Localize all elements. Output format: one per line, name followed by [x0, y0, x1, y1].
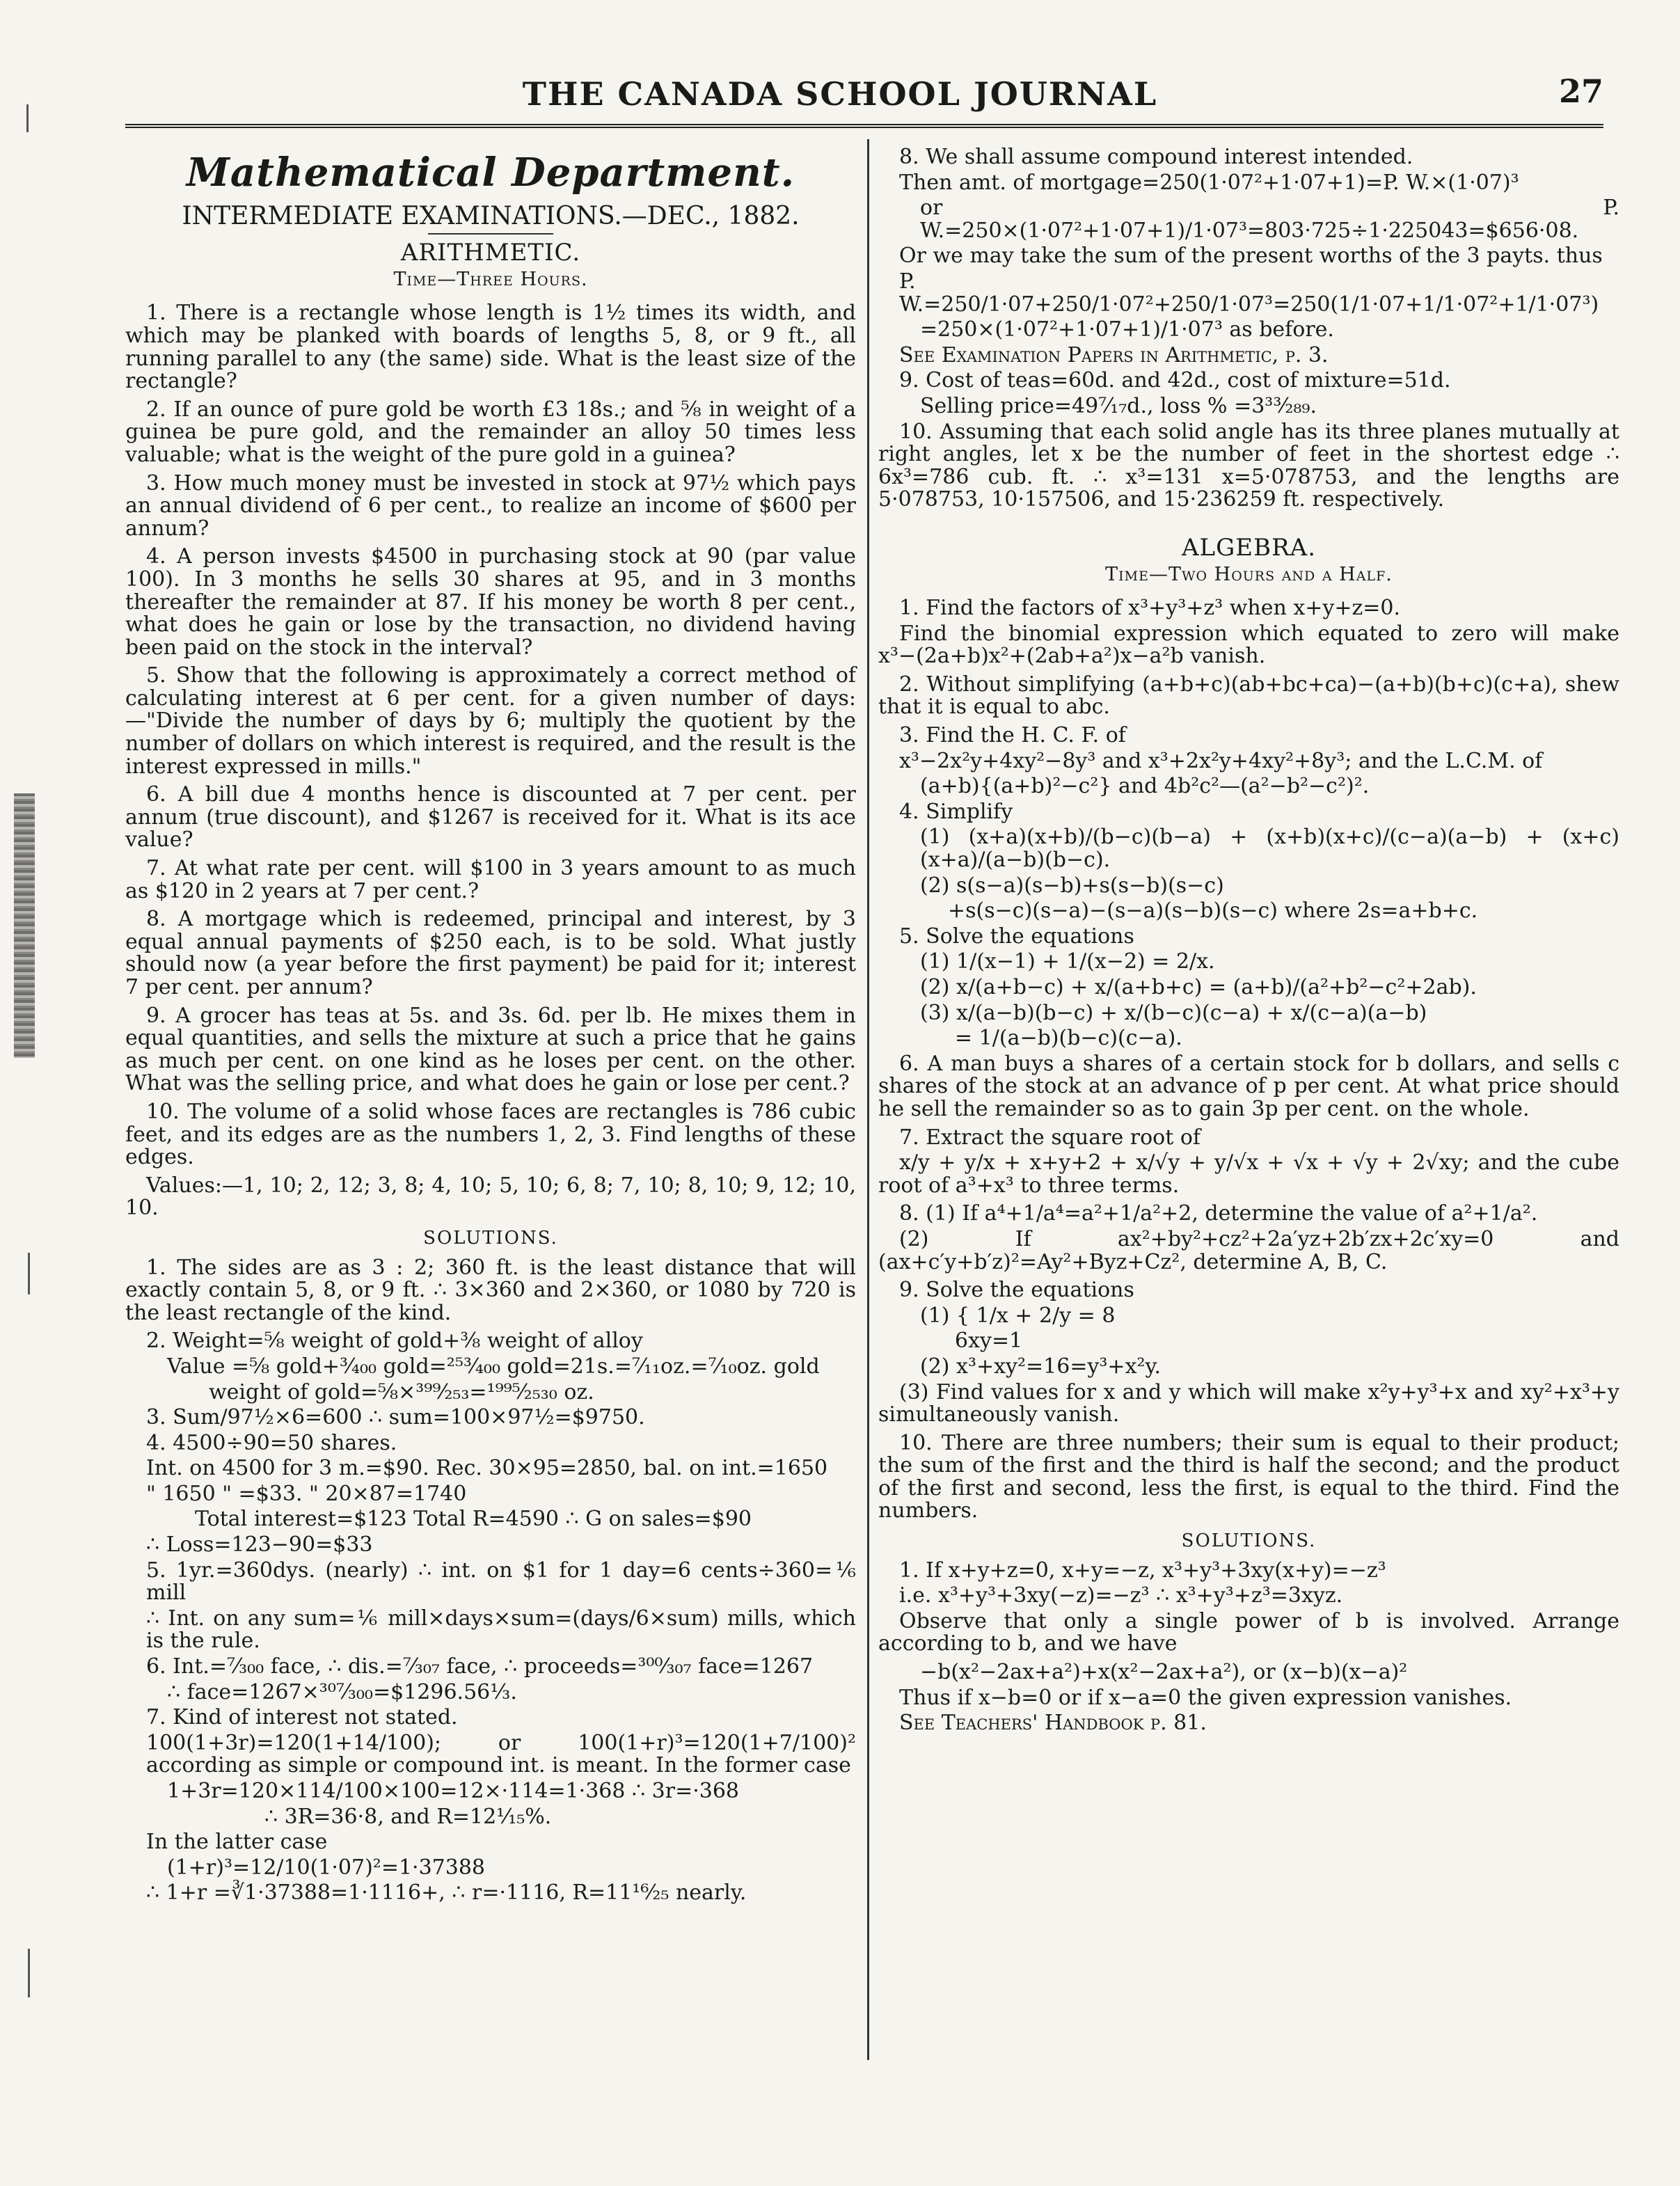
question: 5. Show that the following is approximately a correct method of calculating interest at 6 per cent. for a given number of days:—"Divide the number of days by 6; multiply the quotient by the number of dollars on which interest is required, and the result is the interest expressed in mills." [125, 663, 856, 779]
question: 7. At what rate per cent. will $100 in 3 years amount to as much as $120 in 2 years at 7 per cent.? [125, 856, 856, 903]
question-line: 6xy=1 [955, 1329, 1023, 1354]
reference: See Teachers' Handbook p. 81. [899, 1711, 1207, 1736]
solutions-heading: SOLUTIONS. [1181, 1530, 1317, 1552]
question: 1. There is a rectangle whose length is 1½ times its width, and which may be planked with boards of lengths 5, 8, or 9 ft., all running parallel to any (the same) side. What is the least size of the rectangle? [125, 301, 856, 394]
solution-line: In the latter case [146, 1830, 328, 1855]
column-divider [867, 139, 869, 2060]
solution-line: 6. Int.=⁷⁄₃₀₀ face, ∴ dis.=⁷⁄₃₀₇ face, ∴ proceeds=³⁰⁰⁄₃₀₇ face=1267 [146, 1654, 814, 1679]
question-line: x³−2x²y+4xy²−8y³ and x³+2x²y+4xy²+8y³; and the L.C.M. of [899, 748, 1543, 773]
question-line: (2) s(s−a)(s−b)+s(s−b)(s−c) [920, 873, 1224, 898]
question: 5. Solve the equations [899, 924, 1134, 949]
question-line: (1) 1/(x−1) + 1/(x−2) = 2/x. [920, 949, 1215, 974]
solution-line: Then amt. of mortgage=250(1·07²+1·07+1)=P. W.×(1·07)³ [899, 170, 1519, 195]
solution-line: ∴ Loss=123−90=$33 [146, 1532, 373, 1558]
question: 2. Without simplifying (a+b+c)(ab+bc+ca)−(a+b)(b+c)(c+a), shew that it is equal to abc. [878, 672, 1619, 720]
solution-line: 9. Cost of teas=60d. and 42d., cost of mixture=51d. [899, 368, 1451, 393]
question-line: = 1/(a−b)(b−c)(c−a). [955, 1026, 1182, 1051]
question-line: (3) x/(a−b)(b−c) + x/(b−c)(c−a) + x/(c−a)(a−b) [920, 1000, 1427, 1025]
solution-line: =250×(1·07²+1·07+1)/1·07³ as before. [920, 317, 1334, 342]
question-line: +s(s−c)(s−a)−(s−a)(s−b)(s−c) where 2s=a+b+c. [948, 898, 1478, 924]
margin-mark [28, 1253, 30, 1294]
question-line: (3) Find values for x and y which will make x²y+y³+x and xy²+x³+y simultaneously vanish. [878, 1379, 1619, 1427]
solution-line: ∴ 1+r =∛1·37388=1·1116+, ∴ r=·1116, R=11¹⁶⁄₂₅ nearly. [146, 1880, 747, 1906]
solution-line: Value =⅝ gold+³⁄₄₀₀ gold=²⁵³⁄₄₀₀ gold=21s.=⁷⁄₁₁oz.=⁷⁄₁₀oz. gold [167, 1354, 820, 1379]
time-allowed: Time—Three Hours. [393, 268, 588, 290]
question: 9. A grocer has teas at 5s. and 3s. 6d. per lb. He mixes them in equal quantities, and sells the mixture at such a price that he gains as much per cent. on one kind as he loses per cent. on the other. What was the selling price, and what does he gain or lose per cent.? [125, 1003, 856, 1096]
question-line: (1) (x+a)(x+b)/(b−c)(b−a) + (x+b)(x+c)/(c−a)(a−b) + (x+c)(x+a)/(a−b)(b−c). [920, 825, 1619, 873]
question: 3. Find the H. C. F. of [899, 723, 1126, 748]
question: 9. Solve the equations [899, 1278, 1134, 1303]
solution-line: Or we may take the sum of the present worths of the 3 payts. thus [899, 244, 1603, 269]
section-heading: ALGEBRA. [1181, 533, 1317, 562]
solution-line: Selling price=49⁷⁄₁₇d., loss % =3³³⁄₂₈₉. [920, 393, 1317, 418]
question: Find the binomial expression which equated to zero will make x³−(2a+b)x²+(2ab+a²)x−a²b vanish. [878, 621, 1619, 669]
solution-line: 2. Weight=⅝ weight of gold+⅜ weight of alloy [146, 1329, 643, 1354]
solution-line: weight of gold=⅝×³⁹⁹⁄₂₅₃=¹⁹⁹⁵⁄₂₅₃₀ oz. [209, 1379, 594, 1404]
question-line: (1) { 1/x + 2/y = 8 [920, 1303, 1116, 1328]
solution-line: 8. We shall assume compound interest intended. [899, 145, 1413, 169]
question: 6. A bill due 4 months hence is discounted at 7 per cent. per annum (true discount), and $1267 is received for it. What is its ace value? [125, 782, 856, 853]
solution-line: ∴ face=1267×³⁰⁷⁄₃₀₀=$1296.56⅓. [167, 1679, 517, 1704]
question: 3. How much money must be invested in stock at 97½ which pays an annual dividend of 6 per cent., to realize an income of $600 per annum? [125, 470, 856, 541]
marks-values: Values:—1, 10; 2, 12; 3, 8; 4, 10; 5, 10; 6, 8; 7, 10; 8, 10; 9, 12; 10, 10. [125, 1173, 856, 1221]
solution-line: 4. 4500÷90=50 shares. [146, 1430, 397, 1455]
solution-line: 1. If x+y+z=0, x+y=−z, x³+y³+3xy(x+y)=−z³ [899, 1558, 1386, 1583]
exam-title: INTERMEDIATE EXAMINATIONS.—DEC., 1882. [182, 201, 800, 230]
solution-line: ∴ Int. on any sum=⅙ mill×days×sum=(days/6×sum) mills, which is the rule. [146, 1606, 856, 1654]
solution-line: i.e. x³+y³+3xy(−z)=−z³ ∴ x³+y³+z³=3xyz. [899, 1583, 1343, 1608]
question: 4. A person invests $4500 in purchasing stock at 90 (par value 100). In 3 months he sells 30 shares at 95, and in 3 months thereafter the remainder at 87. If his money be worth 8 per cent., what does he gain or lose by the transaction, no dividend having been paid on the stock in the interval? [125, 544, 856, 660]
question-line: (2) If ax²+by²+cz²+2a′yz+2b′zx+2c′xy=0 and (ax+c′y+b′z)²=Ay²+Byz+Cz², determine A, B, C. [878, 1226, 1619, 1274]
question: 10. There are three numbers; their sum is equal to their product; the sum of the first and the third is half the second; and the product of the first and second, less the first, is equal to the third. Find the numbers. [878, 1430, 1619, 1523]
scan-edge-artifact [14, 793, 35, 1058]
solution-line: or P. W.=250×(1·07²+1·07+1)/1·07³=803·725÷1·225043=$656·08. [920, 196, 1619, 243]
solution: 1. The sides are as 3 : 2; 360 ft. is the least distance that will exactly contain 5, 8, or 9 ft. ∴ 3×360 and 2×360, or 1080 by 720 is the least rectangle of the kind. [125, 1255, 856, 1325]
solution-line: Thus if x−b=0 or if x−a=0 the given expression vanishes. [899, 1685, 1512, 1710]
question-line: (2) x/(a+b−c) + x/(a+b+c) = (a+b)/(a²+b²−c²+2ab). [920, 975, 1477, 999]
question: 2. If an ounce of pure gold be worth £3 18s.; and ⅝ in weight of a guinea be pure gold, and the remainder an alloy 50 times less valuable; what is the weight of the pure gold in a guinea? [125, 397, 856, 467]
solution-line: P. W.=250/1·07+250/1·07²+250/1·07³=250(1/1·07+1/1·07²+1/1·07³) [899, 269, 1599, 317]
solution-line: Int. on 4500 for 3 m.=$90. Rec. 30×95=2850, bal. on int.=1650 [146, 1456, 828, 1481]
question-line: x/y + y/x + x+y+2 + x/√y + y/√x + √x + √y + 2√xy; and the cube root of a³+x³ to three terms. [878, 1150, 1619, 1198]
margin-mark [28, 1949, 30, 1997]
divider [428, 233, 553, 235]
solution: 10. Assuming that each solid angle has its three planes mutually at right angles, let x be the number of feet in the shortest edge ∴ 6x³=786 cub. ft. ∴ x³=131 x=5·078753, and the lengths are 5·078753, 10·157506, and 15·236259 ft. respectively. [878, 419, 1619, 512]
question: 6. A man buys a shares of a certain stock for b dollars, and sells c shares of the stock at an advance of p per cent. At what price should he sell the remainder so as to gain 3p per cent. on the whole. [878, 1051, 1619, 1121]
solutions-heading: SOLUTIONS. [423, 1227, 558, 1249]
section-heading: ARITHMETIC. [400, 239, 581, 267]
solution-line: 1+3r=120×114/100×100=12×·114=1·368 ∴ 3r=·368 [167, 1779, 739, 1803]
solution-line: −b(x²−2ax+a²)+x(x²−2ax+a²), or (x−b)(x−a)² [920, 1660, 1408, 1685]
solution-line: " 1650 " =$33. " 20×87=1740 [146, 1481, 467, 1506]
reference: See Examination Papers in Arithmetic, p. 3. [899, 342, 1329, 367]
question: 8. A mortgage which is redeemed, principal and interest, by 3 equal annual payments of $250 each, is to be sold. What justly should now (a year before the first payment) be paid for it; interest 7 per cent. per annum? [125, 907, 856, 999]
solution-line: (1+r)³=12/10(1·07)²=1·37388 [167, 1855, 486, 1880]
department-heading: Mathematical Department. [186, 150, 795, 196]
solution-line: 5. 1yr.=360dys. (nearly) ∴ int. on $1 for 1 day=6 cents÷360=⅙ mill [146, 1558, 856, 1606]
solution-line: ∴ 3R=36·8, and R=12⅟₁₅%. [264, 1804, 552, 1829]
solution-line: Total interest=$123 Total R=4590 ∴ G on sales=$90 [195, 1507, 752, 1532]
solution-line: 100(1+3r)=120(1+14/100); or 100(1+r)³=120(1+7/100)² according as simple or compound int. is meant. In the former case [146, 1730, 856, 1778]
header-rule [125, 124, 1603, 134]
journal-title: THE CANADA SCHOOL JOURNAL [522, 75, 1158, 113]
question: 7. Extract the square root of [899, 1125, 1200, 1150]
solution-line: 3. Sum/97½×6=600 ∴ sum=100×97½=$9750. [146, 1405, 645, 1430]
question: 8. (1) If a⁴+1/a⁴=a²+1/a²+2, determine the value of a²+1/a². [899, 1201, 1538, 1226]
solution-line: 7. Kind of interest not stated. [146, 1705, 458, 1730]
time-allowed: Time—Two Hours and a Half. [1105, 563, 1393, 585]
page-number: 27 [1558, 72, 1603, 110]
question: 4. Simplify [899, 799, 1013, 824]
right-column [878, 146, 1619, 1738]
question: 10. The volume of a solid whose faces are rectangles is 786 cubic feet, and its edges are as the numbers 1, 2, 3. Find lengths of these edges. [125, 1099, 856, 1170]
question-line: (2) x³+xy²=16=y³+x²y. [920, 1354, 1162, 1379]
question: 1. Find the factors of x³+y³+z³ when x+y+z=0. [899, 596, 1401, 621]
question-line: (a+b){(a+b)²−c²} and 4b²c²—(a²−b²−c²)². [920, 774, 1370, 799]
left-column [125, 146, 856, 1908]
solution-line: Observe that only a single power of b is involved. Arrange according to b, and we have [878, 1608, 1619, 1656]
